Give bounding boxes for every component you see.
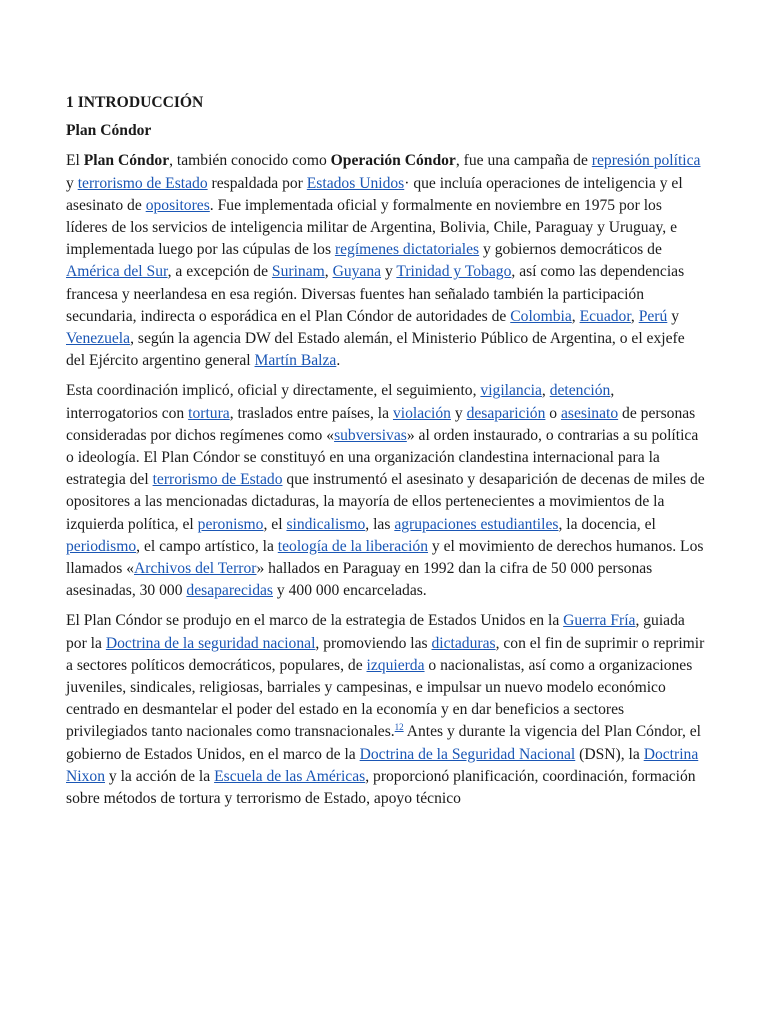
link-dictaduras[interactable]: dictaduras <box>431 634 496 652</box>
link-archivos-del-terror[interactable]: Archivos del Terror <box>134 560 257 578</box>
text: , interrogatorios con <box>66 382 615 422</box>
link-guerra-fria[interactable]: Guerra Fría <box>563 612 636 630</box>
text: , proporcionó planificación, coordinación, formación sobre métodos de tortura y terrorismo de Estado, apoyo técnico <box>66 767 696 808</box>
link-doctrina-seguridad-nacional[interactable]: Doctrina de la seguridad nacional <box>105 634 316 652</box>
section-subheading: Plan Cóndor <box>66 122 152 140</box>
text: , <box>324 263 333 281</box>
paragraph-2 <box>66 380 706 602</box>
link-terrorismo-de-estado-2[interactable]: terrorismo de Estado <box>152 471 283 489</box>
link-peru[interactable]: Perú <box>638 307 668 325</box>
text: , también conocido como <box>169 152 331 170</box>
text: que instrumentó el asesinato y desaparición de decenas de miles de opositores a las mencionadas dictaduras, la mayoría de ellos pertenecientes a movimientos de la izquierda política, el <box>66 471 705 533</box>
link-subversivas[interactable]: subversivas <box>334 426 407 444</box>
text: y 400 000 encarceladas. <box>273 582 427 600</box>
text: y <box>381 263 397 281</box>
text: » al orden instaurado, o contrarias a su política o ideología. El Plan Cóndor se constituyó en una organización clandestina internacional para la estrategia del <box>66 426 699 489</box>
link-peronismo[interactable]: peronismo <box>197 515 264 533</box>
text: , <box>571 307 580 325</box>
link-desaparecidas[interactable]: desaparecidas <box>186 582 273 600</box>
link-opositores[interactable]: opositores <box>145 196 210 214</box>
link-asesinato[interactable]: asesinato <box>560 404 619 422</box>
link-represion-politica[interactable]: represión política <box>591 152 701 170</box>
text: , fue una campaña de <box>455 152 592 170</box>
document-page <box>66 92 706 818</box>
link-america-del-sur[interactable]: América del Sur <box>66 263 168 281</box>
text: , promoviendo las <box>315 634 432 652</box>
text: . Fue implementada oficial y formalmente en noviembre en 1975 por los líderes de los servicios de inteligencia militar de Argentina, Bolivia, Chile, Paraguay y Uruguay, e implementada luego por las cúpulas de los <box>66 196 678 259</box>
link-venezuela[interactable]: Venezuela <box>66 330 131 348</box>
text: y gobiernos democráticos de <box>479 241 662 259</box>
link-violacion[interactable]: violación <box>392 404 451 422</box>
link-guyana[interactable]: Guyana <box>332 263 382 281</box>
text: de personas consideradas por dichos regímenes como « <box>66 404 696 444</box>
text: y la acción de la <box>104 767 215 785</box>
link-surinam[interactable]: Surinam <box>271 263 325 281</box>
link-colombia[interactable]: Colombia <box>510 307 572 325</box>
text: , <box>541 382 550 400</box>
text: y <box>450 404 467 422</box>
link-teologia-de-la-liberacion[interactable]: teología de la liberación <box>277 537 429 555</box>
paragraph-1 <box>66 150 706 372</box>
text: , guiada por la <box>66 612 685 652</box>
link-doctrina-seguridad-nacional-dsn[interactable]: Doctrina de la Seguridad Nacional <box>359 745 576 763</box>
link-terrorismo-de-estado[interactable]: terrorismo de Estado <box>77 174 208 192</box>
text: El <box>66 152 84 170</box>
text: , el <box>263 515 287 533</box>
link-desaparicion[interactable]: desaparición <box>466 404 546 422</box>
text: , a excepción de <box>167 263 272 281</box>
footnote-link[interactable]: 12 <box>394 722 404 733</box>
link-trinidad-y-tobago[interactable]: Trinidad y Tobago <box>396 263 512 281</box>
text: Esta coordinación implicó, oficial y directamente, el seguimiento, <box>66 382 481 400</box>
text: , <box>630 307 639 325</box>
link-martin-balza[interactable]: Martín Balza <box>254 352 337 370</box>
text: y <box>66 174 78 192</box>
link-detencion[interactable]: detención <box>549 382 611 400</box>
footnote-reference[interactable] <box>395 722 404 732</box>
text: El Plan Cóndor se produjo en el marco de la estrategia de Estados Unidos en la <box>66 612 564 630</box>
link-periodismo[interactable]: periodismo <box>66 537 137 555</box>
text: , así como las dependencias francesa y neerlandesa en esa región. Diversas fuentes han señalado también la participación secundaria, indirecta o esporádica en el Plan Cóndor de autoridades de <box>66 263 685 325</box>
text: y <box>667 307 679 325</box>
link-izquierda[interactable]: izquierda <box>366 656 425 674</box>
text: , las <box>365 515 395 533</box>
text: respaldada por <box>207 174 307 192</box>
link-doctrina-nixon[interactable]: Doctrina Nixon <box>66 745 699 785</box>
text: . <box>336 352 341 370</box>
text: (DSN), la <box>575 745 644 763</box>
link-ecuador[interactable]: Ecuador <box>579 307 631 325</box>
section-heading: 1 INTRODUCCIÓN <box>66 94 204 111</box>
text: , con el fin de suprimir o reprimir a sectores políticos democráticos, populares, de <box>66 634 705 674</box>
text: o nacionalistas, así como a organizaciones juveniles, sindicales, religiosas, barriales y campesinas, e impulsar un nuevo modelo económico centrado en desmantelar el poder del estado en la economía y en dar beneficios a sectores privilegiados tanto nacionales como transnacionales. <box>66 656 693 741</box>
text: y el movimiento de derechos humanos. Los llamados « <box>66 537 704 578</box>
link-sindicalismo[interactable]: sindicalismo <box>286 515 366 533</box>
text: , según la agencia DW del Estado alemán, el Ministerio Público de Argentina, o el exjefe del Ejército argentino general <box>66 330 685 370</box>
link-regimenes-dictatoriales[interactable]: regímenes dictatoriales <box>334 241 480 259</box>
link-agrupaciones-estudiantiles[interactable]: agrupaciones estudiantiles <box>394 515 559 533</box>
link-escuela-de-las-americas[interactable]: Escuela de las Américas <box>214 767 366 785</box>
text: , el campo artístico, la <box>136 537 278 555</box>
text: Antes y durante la vigencia del Plan Cóndor, el gobierno de Estados Unidos, en el marco de la <box>66 723 701 763</box>
bold-term-operacion-condor: Operación Cóndor <box>330 152 456 170</box>
bold-term-plan-condor: Plan Cóndor <box>83 152 170 170</box>
text: » hallados en Paraguay en 1992 dan la cifra de 50 000 personas asesinadas, 30 000 <box>66 560 653 600</box>
text: · que incluía operaciones de inteligencia y el asesinato de <box>66 174 683 214</box>
link-tortura[interactable]: tortura <box>188 404 230 422</box>
text: o <box>545 404 561 422</box>
paragraph-3 <box>66 610 706 810</box>
link-vigilancia[interactable]: vigilancia <box>480 382 542 400</box>
link-estados-unidos[interactable]: Estados Unidos <box>306 174 405 192</box>
text: , la docencia, el <box>558 515 656 533</box>
text: , traslados entre países, la <box>229 404 393 422</box>
